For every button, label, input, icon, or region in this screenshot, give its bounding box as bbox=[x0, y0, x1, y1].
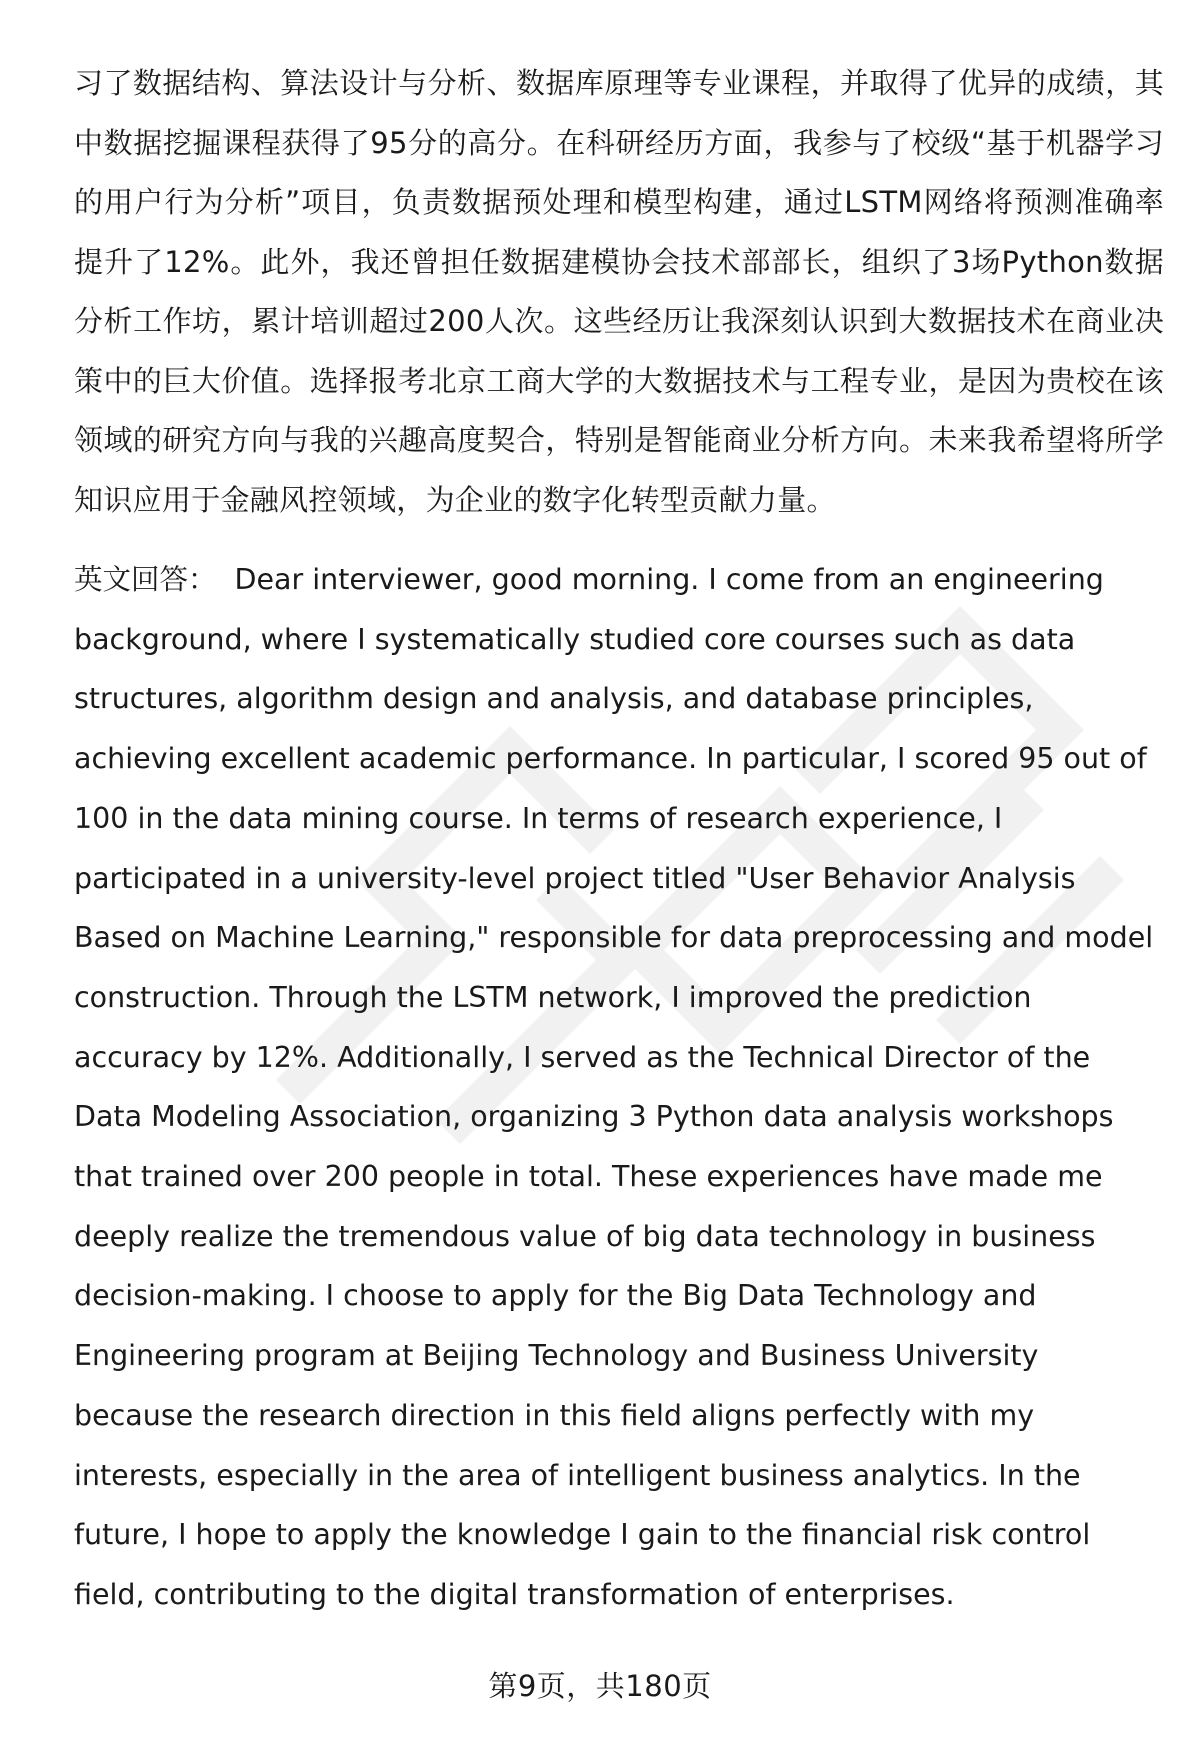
chinese-answer-paragraph: 习了数据结构、算法设计与分析、数据库原理等专业课程，并取得了优异的成绩，其中数据挖掘课程获得了95分的高分。在科研经历方面，我参与了校级“基于机器学习的用户行为分析”项目，负责数据预处理和模型构建，通过LSTM网络将预测准确率提升了12%。此外，我还曾担任数据建模协会技术部部长，组织了3场Python数据分析工作坊，累计培训超过200人次。这些经历让我深刻认识到大数据技术在商业决策中的巨大价值。选择报考北京工商大学的大数据技术与工程专业，是因为贵校在该领域的研究方向与我的兴趣高度契合，特别是智能商业分析方向。未来我希望将所学知识应用于金融风控领域，为企业的数字化转型贡献力量。 bbox=[74, 66, 1164, 517]
english-answer-paragraph bbox=[74, 550, 1164, 1625]
english-answer-text: Dear interviewer, good morning. I come from an engineering background, where I systematically studied core courses such as data structures, algorithm design and analysis, and database principles, achieving excellent academic performance. In particular, I scored 95 out of 100 in the data mining course. In terms of research experience, I participated in a university-level project titled "User Behavior Analysis Based on Machine Learning," responsible for data preprocessing and model construction. Through the LSTM network, I improved the prediction accuracy by 12%. Additionally, I served as the Technical Director of the Data Modeling Association, organizing 3 Python data analysis workshops that trained over 200 people in total. These experiences have made me deeply realize the tremendous value of big data technology in business decision-making. I choose to apply for the Big Data Technology and Engineering program at Beijing Technology and Business University because the research direction in this field aligns perfectly with my interests, especially in the area of intelligent business analytics. In the future, I hope to apply the knowledge I gain to the financial risk control field, contributing to the digital transformation of enterprises. bbox=[74, 563, 1154, 1611]
english-answer-label: 英文回答： bbox=[74, 563, 217, 596]
document-body bbox=[74, 54, 1164, 1625]
page-number: 第9页，共180页 bbox=[488, 1669, 712, 1703]
